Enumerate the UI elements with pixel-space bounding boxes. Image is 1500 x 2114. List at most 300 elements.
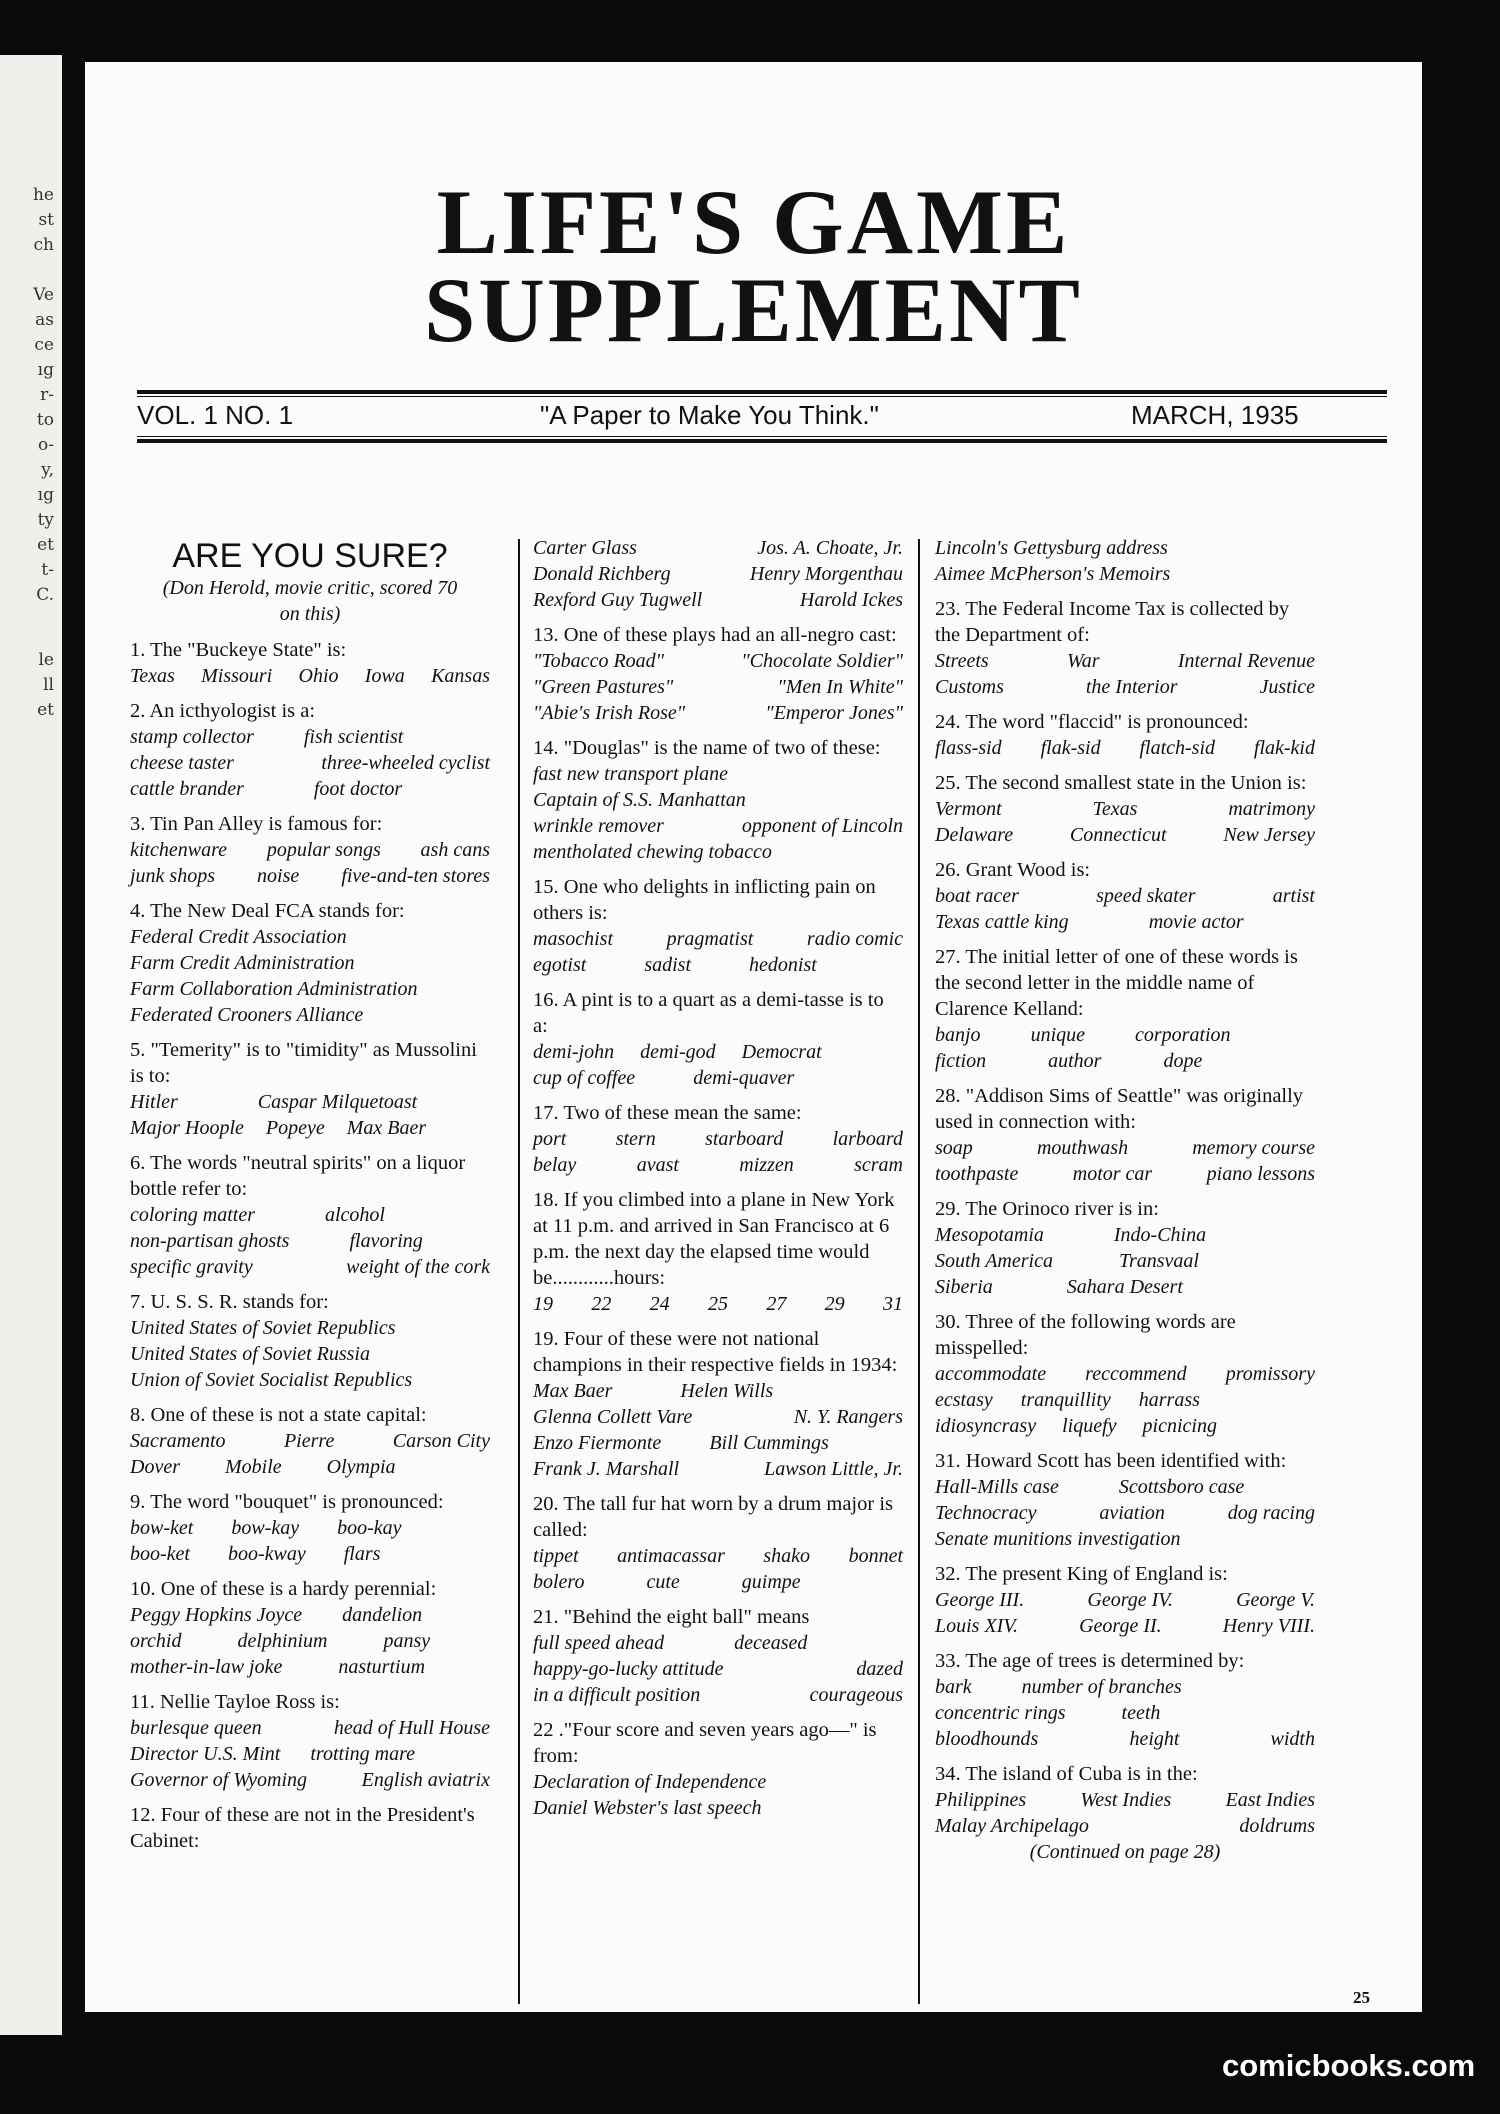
question-text: 28. "Addison Sims of Seattle" was originally used in connection with:: [935, 1085, 1304, 1133]
answer: Carter Glass: [533, 537, 637, 559]
answer: Donald Richberg: [533, 563, 671, 585]
answer: bow-ket: [130, 1517, 194, 1539]
quiz-heading: ARE YOU SURE?: [172, 537, 448, 575]
question-24: [935, 709, 1315, 761]
answer: aviation: [1099, 1502, 1165, 1524]
answer: boo-kay: [337, 1517, 402, 1539]
answer: antimacassar: [617, 1545, 725, 1567]
answer-row: [935, 1161, 1315, 1187]
answer-row: [935, 796, 1315, 822]
question-text: 26. Grant Wood is:: [935, 859, 1091, 881]
volume-number: VOL. 1 NO. 1: [137, 400, 294, 430]
question-text: 32. The present King of England is:: [935, 1563, 1228, 1585]
answer-row: [130, 1202, 490, 1228]
answer: tranquillity: [1020, 1389, 1111, 1411]
answer: flars: [343, 1543, 381, 1565]
left-page-text-fragment: as: [35, 310, 54, 330]
answer: mizzen: [739, 1154, 794, 1176]
question-text: 6. The words "neutral spirits" on a liquor bottle refer to:: [130, 1152, 466, 1200]
question-4: [130, 898, 490, 1028]
answer: alcohol: [325, 1204, 385, 1226]
answer-row: [533, 1039, 903, 1065]
answer-row: [533, 1430, 903, 1456]
answer: stamp collector: [130, 726, 254, 748]
answer: Federal Credit Association: [130, 926, 347, 948]
question-11: [130, 1689, 490, 1793]
answer: Peggy Hopkins Joyce: [130, 1604, 303, 1626]
answer: Caspar Milquetoast: [257, 1091, 418, 1113]
answer-row: [935, 1274, 1315, 1300]
answer: 31: [882, 1293, 903, 1315]
answer: orchid: [130, 1630, 182, 1652]
answer: the Interior: [1085, 676, 1178, 698]
answer: Democrat: [741, 1041, 822, 1063]
answer: belay: [533, 1154, 577, 1176]
answer: artist: [1272, 885, 1315, 907]
answer: Hall-Mills case: [935, 1476, 1059, 1498]
answer: Major Hoople: [130, 1117, 244, 1139]
answer: bolero: [533, 1571, 585, 1593]
question-34: [935, 1761, 1315, 1865]
question-18: [533, 1187, 903, 1317]
left-page-edge: [0, 55, 62, 2035]
masthead-rule-bottom: [137, 439, 1387, 443]
answer-row: [935, 1726, 1315, 1752]
answer-row: [935, 1587, 1315, 1613]
answer: stern: [615, 1128, 656, 1150]
question-text: 9. The word "bouquet" is pronounced:: [130, 1491, 444, 1513]
answer: United States of Soviet Russia: [130, 1343, 370, 1365]
answer: "Chocolate Soldier": [741, 650, 903, 672]
column-divider-2: [918, 539, 920, 2004]
answer: hedonist: [749, 954, 817, 976]
issue-date: MARCH, 1935: [1131, 400, 1299, 430]
answer: George V.: [1236, 1589, 1315, 1611]
question-14: [533, 735, 903, 865]
answer: Mesopotamia: [935, 1224, 1044, 1246]
answer: promissory: [1225, 1363, 1315, 1385]
answer: Aimee McPherson's Memoirs: [935, 563, 1171, 585]
answer: Philippines: [935, 1789, 1027, 1811]
answer: port: [533, 1128, 567, 1150]
question-12-answers: [533, 535, 903, 613]
answer: Captain of S.S. Manhattan: [533, 789, 746, 811]
answer: movie actor: [1148, 911, 1244, 933]
answer-row: [533, 1569, 903, 1595]
answer-row: [130, 1715, 490, 1741]
answer: Ohio: [298, 665, 339, 687]
question-10: [130, 1576, 490, 1680]
answer: demi-john: [533, 1041, 615, 1063]
answer: unique: [1030, 1024, 1085, 1046]
answer: "Tobacco Road": [533, 650, 665, 672]
left-page-text-fragment: ıg: [37, 360, 54, 380]
answer: Farm Credit Administration: [130, 952, 355, 974]
answer: Dover: [130, 1456, 180, 1478]
answer: banjo: [935, 1024, 981, 1046]
answer: Hitler: [130, 1091, 178, 1113]
answer: "Emperor Jones": [765, 702, 903, 724]
answer: Pierre: [283, 1430, 335, 1452]
answer: head of Hull House: [333, 1717, 490, 1739]
answer-row: [935, 1500, 1315, 1526]
answer: three-wheeled cyclist: [321, 752, 490, 774]
answer-row: [935, 674, 1315, 700]
answer: Rexford Guy Tugwell: [533, 589, 703, 611]
answer: "Men In White": [777, 676, 903, 698]
answer: George II.: [1079, 1615, 1162, 1637]
answer: Delaware: [935, 824, 1014, 846]
answer-row: [130, 863, 490, 889]
answer-row: [935, 1413, 1315, 1439]
answer: Malay Archipelago: [935, 1815, 1089, 1837]
answer: Missouri: [201, 665, 273, 687]
answer: East Indies: [1225, 1789, 1315, 1811]
answer: weight of the cork: [346, 1256, 490, 1278]
answer: concentric rings: [935, 1702, 1066, 1724]
question-text: 7. U. S. S. R. stands for:: [130, 1291, 329, 1313]
answer-row: [130, 776, 490, 802]
answer-row: [130, 1628, 490, 1654]
answer: Helen Wills: [680, 1380, 774, 1402]
answer: Enzo Fiermonte: [533, 1432, 662, 1454]
answer: noise: [257, 865, 300, 887]
question-text: 10. One of these is a hardy perennial:: [130, 1578, 437, 1600]
magazine-page: [85, 62, 1422, 2012]
answer: Olympia: [326, 1456, 396, 1478]
question-text: 33. The age of trees is determined by:: [935, 1650, 1245, 1672]
answer: non-partisan ghosts: [130, 1230, 290, 1252]
question-8: [130, 1402, 490, 1480]
question-text: 3. Tin Pan Alley is famous for:: [130, 813, 383, 835]
question-text: 21. "Behind the eight ball" means: [533, 1606, 810, 1628]
answer: bow-kay: [231, 1517, 300, 1539]
answer-row: [935, 883, 1315, 909]
answer-row: [935, 822, 1315, 848]
answer: Lawson Little, Jr.: [764, 1458, 903, 1480]
answer: New Jersey: [1223, 824, 1315, 846]
answer: larboard: [832, 1128, 903, 1150]
question-text: 20. The tall fur hat worn by a drum major is called:: [533, 1493, 894, 1541]
answer: United States of Soviet Republics: [130, 1317, 396, 1339]
left-page-text-fragment: ch: [33, 235, 54, 255]
question-text: 15. One who delights in inflicting pain on others is:: [533, 876, 876, 924]
answer-row: [130, 1541, 490, 1567]
answer-row: [533, 1543, 903, 1569]
question-text: 30. Three of the following words are misspelled:: [935, 1311, 1236, 1359]
column-divider-1: [518, 539, 520, 2004]
answer: Iowa: [364, 665, 405, 687]
question-19: [533, 1326, 903, 1482]
answer: idiosyncrasy: [935, 1415, 1037, 1437]
answer: Henry VIII.: [1222, 1615, 1315, 1637]
question-27: [935, 944, 1315, 1074]
left-page-text-fragment: ce: [34, 335, 54, 355]
answer-row: [935, 1048, 1315, 1074]
answer: deceased: [734, 1632, 808, 1654]
question-text: 17. Two of these mean the same:: [533, 1102, 802, 1124]
answer: piano lessons: [1206, 1163, 1315, 1185]
answer: Harold Ickes: [799, 589, 903, 611]
answer: West Indies: [1080, 1789, 1172, 1811]
answer: Internal Revenue: [1177, 650, 1315, 672]
answer: toothpaste: [935, 1163, 1019, 1185]
answer: Carson City: [392, 1430, 490, 1452]
answer: George IV.: [1087, 1589, 1173, 1611]
answer-row: [533, 1291, 903, 1317]
answer-row: [935, 1022, 1315, 1048]
answer-row: [130, 1515, 490, 1541]
left-page-text-fragment: et: [37, 535, 54, 555]
answer: 19: [533, 1293, 553, 1315]
question-31: [935, 1448, 1315, 1552]
answer: full speed ahead: [533, 1632, 665, 1654]
answer: coloring matter: [130, 1204, 255, 1226]
question-text: 2. An icthyologist is a:: [130, 700, 316, 722]
title-line-1: LIFE'S GAME: [436, 171, 1071, 273]
answer: courageous: [809, 1684, 903, 1706]
question-text: 27. The initial letter of one of these words is the second letter in the middle name of Clarence Kelland:: [935, 946, 1298, 1020]
answer-row: [935, 909, 1315, 935]
answer-row: [130, 1089, 490, 1115]
answer: picnicing: [1142, 1415, 1217, 1437]
answer-row: [935, 1135, 1315, 1161]
question-text: 24. The word "flaccid" is pronounced:: [935, 711, 1249, 733]
answer: 29: [824, 1293, 845, 1315]
question-text: 29. The Orinoco river is in:: [935, 1198, 1159, 1220]
answer: Henry Morgenthau: [749, 563, 903, 585]
question-20: [533, 1491, 903, 1595]
answer: height: [1129, 1728, 1180, 1750]
answer: Scottsboro case: [1118, 1476, 1245, 1498]
answer-row: [130, 1228, 490, 1254]
answer-row: [533, 648, 903, 674]
masthead-rule-top-thin: [137, 396, 1387, 397]
answer: flak-kid: [1253, 737, 1315, 759]
credit-line: on this): [279, 603, 341, 625]
answer: Texas: [130, 665, 175, 687]
answer-row: [533, 535, 903, 561]
answer: masochist: [533, 928, 613, 950]
answer: teeth: [1121, 1702, 1161, 1724]
answer: Union of Soviet Socialist Republics: [130, 1369, 413, 1391]
answer: width: [1270, 1728, 1315, 1750]
answer: wrinkle remover: [533, 815, 664, 837]
answer: egotist: [533, 954, 587, 976]
answer: Texas cattle king: [935, 911, 1069, 933]
question-text: 11. Nellie Tayloe Ross is:: [130, 1691, 340, 1713]
answer: dope: [1163, 1050, 1203, 1072]
column-2: [533, 535, 903, 1830]
answer: sadist: [644, 954, 692, 976]
answer: Transvaal: [1118, 1250, 1199, 1272]
answer-row: [533, 1126, 903, 1152]
answer: avast: [636, 1154, 679, 1176]
question-text: 34. The island of Cuba is in the:: [935, 1763, 1198, 1785]
answer-row: [935, 1613, 1315, 1639]
answer-row: [130, 1254, 490, 1280]
question-text: 23. The Federal Income Tax is collected by the Department of:: [935, 598, 1290, 646]
quiz-credit: [130, 575, 490, 627]
question-text: 8. One of these is not a state capital:: [130, 1404, 427, 1426]
answer: corporation: [1135, 1024, 1231, 1046]
answer: Glenna Collett Vare: [533, 1406, 693, 1428]
answer-row: [533, 813, 903, 839]
answer: dandelion: [342, 1604, 423, 1626]
answer: memory course: [1192, 1137, 1315, 1159]
answer-row: [533, 1065, 903, 1091]
answer: kitchenware: [130, 839, 228, 861]
answer: cup of coffee: [533, 1067, 636, 1089]
answer: flass-sid: [935, 737, 1002, 759]
answer-row: [533, 587, 903, 613]
left-page-text-fragment: C.: [36, 585, 54, 605]
answer-row: [935, 1700, 1315, 1726]
answer: Customs: [935, 676, 1004, 698]
answer: Kansas: [431, 665, 490, 687]
answer: junk shops: [130, 865, 215, 887]
answer-row: [935, 648, 1315, 674]
masthead-rule-top: [137, 390, 1387, 394]
answer: George III.: [935, 1589, 1025, 1611]
answer-row: [130, 1454, 490, 1480]
answer: five-and-ten stores: [341, 865, 490, 887]
answer: Daniel Webster's last speech: [533, 1797, 762, 1819]
answer-row: [533, 700, 903, 726]
question-2: [130, 698, 490, 802]
question-26: [935, 857, 1315, 935]
answer: foot doctor: [313, 778, 403, 800]
answer: cheese taster: [130, 752, 234, 774]
left-page-text-fragment: et: [37, 700, 54, 720]
answer-row: [533, 952, 903, 978]
question-22: [533, 1717, 903, 1821]
answer: Declaration of Independence: [533, 1771, 767, 1793]
answer: Indo-China: [1113, 1224, 1207, 1246]
answer: author: [1048, 1050, 1102, 1072]
answer: English aviatrix: [361, 1769, 490, 1791]
answer-row: [130, 1767, 490, 1793]
answer: Sacramento: [130, 1430, 226, 1452]
answer: accommodate: [935, 1363, 1047, 1385]
answer-row: [533, 1152, 903, 1178]
watermark: comicbooks.com: [1222, 2048, 1476, 2083]
question-30: [935, 1309, 1315, 1439]
column-3: [935, 535, 1315, 1874]
question-text: 13. One of these plays had an all-negro cast:: [533, 624, 897, 646]
answer-row: [130, 663, 490, 689]
answer: Lincoln's Gettysburg address: [935, 537, 1168, 559]
question-32: [935, 1561, 1315, 1639]
title-line-2: SUPPLEMENT: [424, 259, 1083, 361]
answer: dog racing: [1227, 1502, 1315, 1524]
answer: flak-sid: [1040, 737, 1101, 759]
answer: tippet: [533, 1545, 579, 1567]
answer: South America: [935, 1250, 1053, 1272]
page-number: 25: [1353, 1988, 1370, 2007]
answer: burlesque queen: [130, 1717, 262, 1739]
answer-row: [130, 1654, 490, 1680]
answer: guimpe: [741, 1571, 801, 1593]
motto: "A Paper to Make You Think.": [540, 400, 879, 430]
answer: Frank J. Marshall: [533, 1458, 680, 1480]
answer: Mobile: [224, 1456, 282, 1478]
answer: radio comic: [806, 928, 903, 950]
answer: mother-in-law joke: [130, 1656, 283, 1678]
answer: N. Y. Rangers: [793, 1406, 903, 1428]
answer: 25: [707, 1293, 728, 1315]
question-text: 22 ."Four score and seven years ago—" is from:: [533, 1719, 877, 1767]
answer: popular songs: [266, 839, 381, 861]
answer: Director U.S. Mint: [130, 1743, 281, 1765]
answer: soap: [935, 1137, 973, 1159]
answer: in a difficult position: [533, 1684, 701, 1706]
answer: Connecticut: [1069, 824, 1167, 846]
answer: flatch-sid: [1139, 737, 1216, 759]
answer: demi-god: [640, 1041, 716, 1063]
question-1: [130, 637, 490, 689]
answer: ecstasy: [935, 1389, 993, 1411]
question-29: [935, 1196, 1315, 1300]
answer: reccommend: [1085, 1363, 1187, 1385]
answer-row: [935, 1248, 1315, 1274]
left-page-text-fragment: r-: [40, 385, 54, 405]
question-33: [935, 1648, 1315, 1752]
answer: harrass: [1138, 1389, 1200, 1411]
answer: Jos. A. Choate, Jr.: [757, 537, 903, 559]
question-text: 4. The New Deal FCA stands for:: [130, 900, 405, 922]
answer: Texas: [1092, 798, 1138, 820]
answer: dazed: [856, 1658, 903, 1680]
answer-row: [935, 1387, 1315, 1413]
answer: flavoring: [349, 1230, 423, 1252]
answer: scram: [854, 1154, 903, 1176]
question-text: 16. A pint is to a quart as a demi-tasse is to a:: [533, 989, 884, 1037]
question-17: [533, 1100, 903, 1178]
question-text: 19. Four of these were not national champions in their respective fields in 1934:: [533, 1328, 898, 1376]
answer: pragmatist: [666, 928, 754, 950]
answer: fast new transport plane: [533, 763, 729, 785]
answer-row: [130, 1428, 490, 1454]
question-text: 18. If you climbed into a plane in New York at 11 p.m. and arrived in San Francisco at 6 p.m. the next day the elapsed time would be............hours:: [533, 1189, 895, 1289]
question-15: [533, 874, 903, 978]
left-page-text-fragment: to: [36, 410, 54, 430]
answer: liquefy: [1062, 1415, 1117, 1437]
question-7: [130, 1289, 490, 1393]
answer: 22: [591, 1293, 612, 1315]
left-page-text-fragment: ll: [43, 675, 54, 695]
answer: happy-go-lucky attitude: [533, 1658, 724, 1680]
answer: Justice: [1259, 676, 1315, 698]
answer: bonnet: [848, 1545, 903, 1567]
answer: Max Baer: [533, 1380, 613, 1402]
answer-row: [130, 1741, 490, 1767]
answer: demi-quaver: [693, 1067, 795, 1089]
question-3: [130, 811, 490, 889]
answer-row: [533, 1630, 903, 1656]
answer-row: [935, 1222, 1315, 1248]
answer-row: [533, 1378, 903, 1404]
answer-row: [130, 1115, 490, 1141]
answer: "Green Pastures": [533, 676, 674, 698]
answer-row: [533, 1656, 903, 1682]
answer: doldrums: [1239, 1815, 1315, 1837]
question-5: [130, 1037, 490, 1141]
answer: 27: [766, 1293, 787, 1315]
answer: boo-ket: [130, 1543, 190, 1565]
question-13: [533, 622, 903, 726]
answer-row: [935, 1474, 1315, 1500]
